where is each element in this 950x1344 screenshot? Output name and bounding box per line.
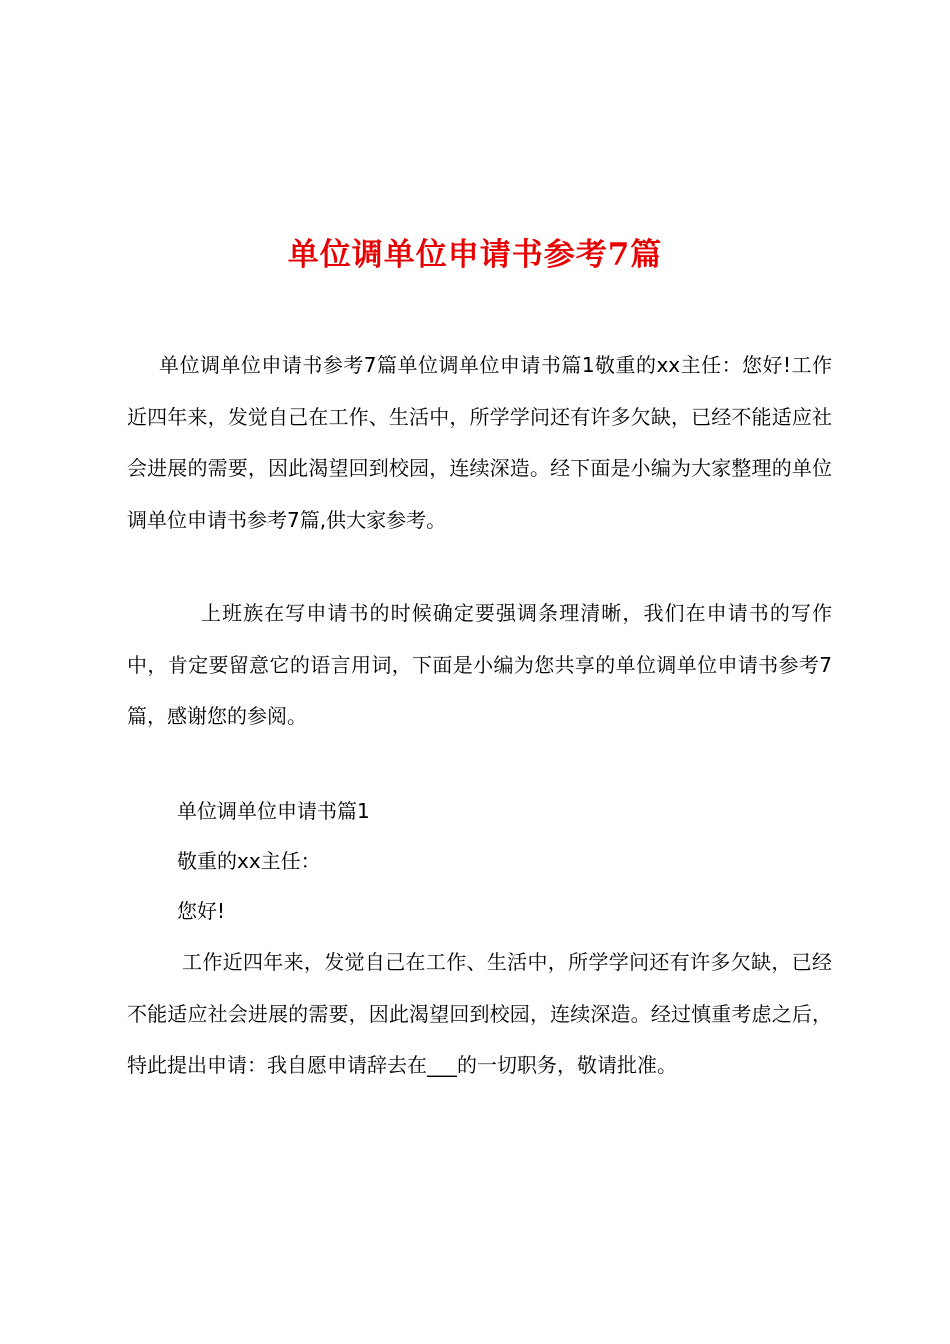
- greeting: 您好!: [177, 899, 226, 923]
- document-title: 单位调单位申请书参考7篇: [287, 236, 663, 273]
- section-heading: 单位调单位申请书篇1: [177, 799, 370, 823]
- body-paragraph: 工作近四年来，发觉自己在工作、生活中，所学学问还有许多欠缺，已经不能适应社会进展的需要，因此渴望回到校园，连续深造。经过慎重考虑之后，特此提出申请：我自愿申请辞去在___的一切职务，敬请批准。: [127, 950, 832, 1077]
- second-paragraph: 上班族在写申请书的时候确定要强调条理清晰，我们在申请书的写作中，肯定要留意它的语言用词，下面是小编为您共享的单位调单位申请书参考7篇，感谢您的参阅。: [127, 601, 832, 728]
- salutation: 敬重的xx主任：: [177, 849, 321, 873]
- intro-paragraph: 单位调单位申请书参考7篇单位调单位申请书篇1敬重的xx主任：您好!工作近四年来，发觉自己在工作、生活中，所学学问还有许多欠缺，已经不能适应社会进展的需要，因此渴望回到校园，连续深造。经下面是小编为大家整理的单位调单位申请书参考7篇,供大家参考。: [127, 353, 832, 532]
